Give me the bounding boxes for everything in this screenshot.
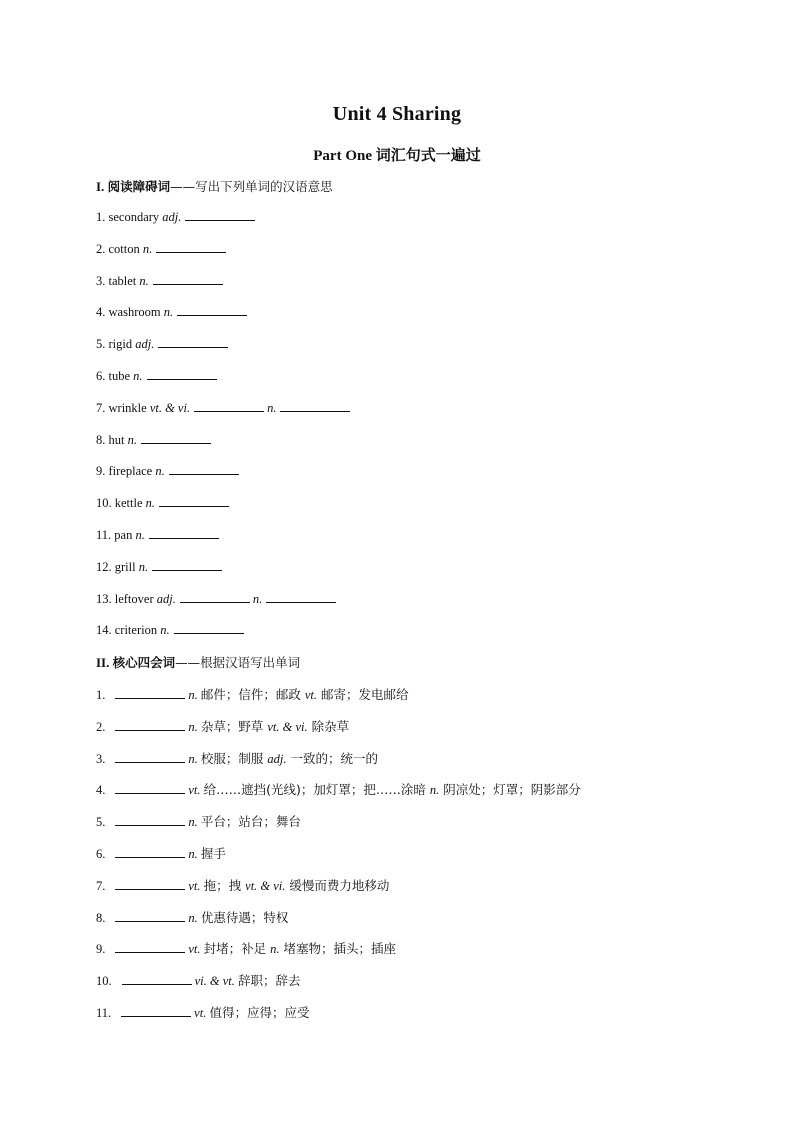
- section-1-instruction: ——写出下列单词的汉语意思: [170, 179, 333, 194]
- answer-blank[interactable]: [141, 430, 211, 444]
- item-part-of-speech: n.: [188, 719, 201, 734]
- page-subtitle: Part One 词汇句式一遍过: [313, 148, 481, 164]
- item-number: 3.: [96, 751, 106, 766]
- item-number: 1.: [96, 210, 109, 224]
- section-2-heading: [96, 653, 300, 671]
- item-part-of-speech: vt.: [194, 1006, 210, 1020]
- item-number: 11.: [96, 1006, 112, 1020]
- item-number: 1.: [96, 688, 106, 702]
- section-2-instruction: ——根据汉语写出单词: [175, 655, 301, 670]
- answer-blank[interactable]: [115, 717, 185, 731]
- core-vocab-item: [96, 876, 389, 894]
- item-word: secondary: [108, 210, 163, 224]
- answer-blank[interactable]: [185, 207, 255, 221]
- item-meaning: 封堵；补足: [203, 941, 271, 957]
- answer-blank[interactable]: [115, 908, 185, 922]
- section-2-title: 核心四会词: [112, 655, 176, 670]
- item-number: 2.: [96, 719, 106, 734]
- item-part-of-speech: n.: [135, 528, 145, 542]
- item-number: 10.: [96, 974, 112, 989]
- item-number: 2.: [96, 241, 109, 256]
- core-vocab-item: [96, 812, 301, 830]
- section-1-title: 阅读障碍词: [107, 179, 171, 194]
- item-part-of-speech: n.: [145, 496, 156, 511]
- vocab-item: [96, 525, 222, 543]
- item-part-of-speech: vt.: [188, 783, 204, 798]
- item-number: 10.: [96, 496, 115, 511]
- item-part-of-speech: n.: [188, 847, 201, 861]
- item-number: 4.: [96, 305, 109, 320]
- item-part-of-speech: n.: [142, 241, 153, 256]
- answer-blank[interactable]: [115, 844, 185, 858]
- vocab-item: [96, 493, 232, 511]
- vocab-item: [96, 620, 247, 638]
- page-title: Unit 4 Sharing: [332, 103, 462, 125]
- answer-blank[interactable]: [115, 812, 185, 826]
- item-number: 8.: [96, 910, 106, 925]
- item-part-of-speech: n.: [139, 273, 149, 288]
- item-meaning: 邮件；信件；邮政: [200, 687, 305, 702]
- answer-blank-2[interactable]: [280, 398, 350, 412]
- vocab-item: [96, 271, 226, 289]
- answer-blank[interactable]: [152, 557, 222, 571]
- item-meaning: 一致的；统一的: [286, 750, 378, 766]
- item-part-of-speech: vt.: [304, 688, 318, 702]
- item-word: pan: [114, 528, 136, 542]
- answer-blank[interactable]: [159, 493, 229, 507]
- item-meaning: 杂草；野草: [200, 718, 268, 734]
- item-meaning: 握手: [200, 846, 226, 861]
- item-number: 6.: [96, 847, 106, 861]
- item-meaning: 拖；拽: [203, 877, 246, 893]
- item-meaning: 邮寄；发电邮给: [317, 687, 409, 702]
- item-word: grill: [114, 559, 139, 574]
- item-part-of-speech: vt.: [188, 942, 204, 957]
- answer-blank[interactable]: [174, 620, 244, 634]
- item-word: washroom: [108, 305, 164, 320]
- item-number: 5.: [96, 337, 109, 352]
- core-vocab-item: [96, 749, 378, 767]
- item-part-of-speech: n.: [188, 688, 201, 702]
- answer-blank[interactable]: [169, 461, 239, 475]
- item-word: leftover: [114, 591, 157, 606]
- core-vocab-item: [96, 908, 288, 926]
- answer-blank[interactable]: [180, 589, 250, 603]
- answer-blank[interactable]: [153, 271, 223, 285]
- item-part-of-speech: vi. & vt.: [194, 974, 239, 989]
- answer-blank[interactable]: [115, 876, 185, 890]
- item-word: cotton: [108, 241, 143, 256]
- item-meaning: 缓慢而费力地移动: [285, 877, 390, 893]
- item-part-of-speech: n.: [188, 751, 201, 766]
- item-number: 11.: [96, 528, 115, 542]
- item-meaning: 阴凉处；灯罩；阴影部分: [439, 782, 581, 798]
- answer-blank[interactable]: [115, 939, 185, 953]
- section-1-heading: [96, 177, 333, 195]
- item-part-of-speech: n.: [270, 942, 280, 957]
- item-part-of-speech: adj.: [267, 751, 287, 766]
- item-part-of-speech: n.: [155, 464, 165, 479]
- answer-blank[interactable]: [121, 1003, 191, 1017]
- item-meaning: 辞职；辞去: [238, 973, 301, 989]
- core-vocab-item: [96, 971, 301, 989]
- item-part-of-speech: n.: [127, 432, 137, 447]
- item-part-of-speech: vt.: [188, 878, 204, 893]
- item-number: 8.: [96, 432, 109, 447]
- item-word: tablet: [108, 273, 140, 288]
- answer-blank[interactable]: [115, 685, 185, 699]
- vocab-item: [96, 430, 214, 448]
- item-part-of-speech: vt. & vi.: [267, 719, 308, 734]
- core-vocab-item: [96, 717, 349, 735]
- answer-blank[interactable]: [147, 366, 217, 380]
- item-word: tube: [108, 369, 134, 383]
- item-number: 9.: [96, 464, 109, 479]
- item-meaning: 给……遮挡(光线)；加灯罩；把……涂暗: [203, 782, 430, 798]
- item-part-of-speech-2: n.: [267, 400, 277, 415]
- section-2-number: II.: [96, 655, 113, 670]
- core-vocab-item: [96, 939, 396, 957]
- item-meaning: 优惠待遇；特权: [200, 909, 289, 925]
- item-meaning: 平台；站台；舞台: [200, 814, 301, 830]
- core-vocab-item: [96, 844, 226, 862]
- item-part-of-speech: adj.: [162, 210, 182, 224]
- item-part-of-speech: n.: [163, 305, 174, 320]
- item-word: wrinkle: [108, 400, 150, 415]
- answer-blank[interactable]: [149, 525, 219, 539]
- vocab-item: [96, 302, 250, 320]
- answer-blank[interactable]: [115, 749, 185, 763]
- item-number: 7.: [96, 400, 109, 415]
- item-number: 3.: [96, 273, 109, 288]
- item-number: 4.: [96, 783, 106, 798]
- answer-blank-2[interactable]: [266, 589, 336, 603]
- item-part-of-speech: n.: [188, 910, 201, 925]
- item-meaning: 值得；应得；应受: [209, 1005, 310, 1020]
- item-meaning: 堵塞物；插头；插座: [279, 941, 396, 957]
- item-word: hut: [108, 432, 128, 447]
- core-vocab-item: [96, 685, 409, 703]
- item-number: 7.: [96, 878, 106, 893]
- answer-blank[interactable]: [177, 302, 247, 316]
- vocab-item: [96, 557, 225, 575]
- answer-blank[interactable]: [122, 971, 192, 985]
- item-meaning: 校服；制服: [200, 750, 268, 766]
- answer-blank[interactable]: [194, 398, 264, 412]
- vocab-item: [96, 461, 242, 479]
- item-part-of-speech: n.: [160, 623, 170, 638]
- item-word: fireplace: [108, 464, 156, 479]
- vocab-item: [96, 589, 339, 607]
- item-part-of-speech: adj.: [156, 591, 176, 606]
- vocab-item: [96, 207, 258, 225]
- item-number: 14.: [96, 623, 115, 638]
- item-word: kettle: [114, 496, 146, 511]
- item-number: 12.: [96, 559, 115, 574]
- vocab-item: [96, 239, 229, 257]
- item-part-of-speech: vt. & vi.: [149, 400, 191, 415]
- answer-blank[interactable]: [115, 780, 185, 794]
- core-vocab-item: [96, 780, 581, 798]
- item-meaning: 除杂草: [307, 718, 350, 734]
- answer-blank[interactable]: [156, 239, 226, 253]
- item-part-of-speech: vt. & vi.: [245, 878, 286, 893]
- vocab-item: [96, 398, 353, 416]
- item-number: 9.: [96, 942, 106, 957]
- item-word: rigid: [108, 337, 136, 352]
- item-number: 5.: [96, 815, 106, 830]
- vocab-item: [96, 334, 231, 352]
- vocab-item: [96, 366, 220, 384]
- item-part-of-speech: n.: [188, 815, 201, 830]
- item-part-of-speech-2: n.: [252, 591, 263, 606]
- item-number: 6.: [96, 369, 109, 383]
- core-vocab-item: [96, 1003, 309, 1021]
- item-number: 13.: [96, 591, 115, 606]
- section-1-number: I.: [96, 179, 108, 194]
- item-part-of-speech: n.: [429, 783, 440, 798]
- answer-blank[interactable]: [158, 334, 228, 348]
- item-part-of-speech: adj.: [135, 337, 155, 352]
- item-part-of-speech: n.: [133, 369, 143, 383]
- item-word: criterion: [114, 623, 161, 638]
- item-part-of-speech: n.: [138, 559, 149, 574]
